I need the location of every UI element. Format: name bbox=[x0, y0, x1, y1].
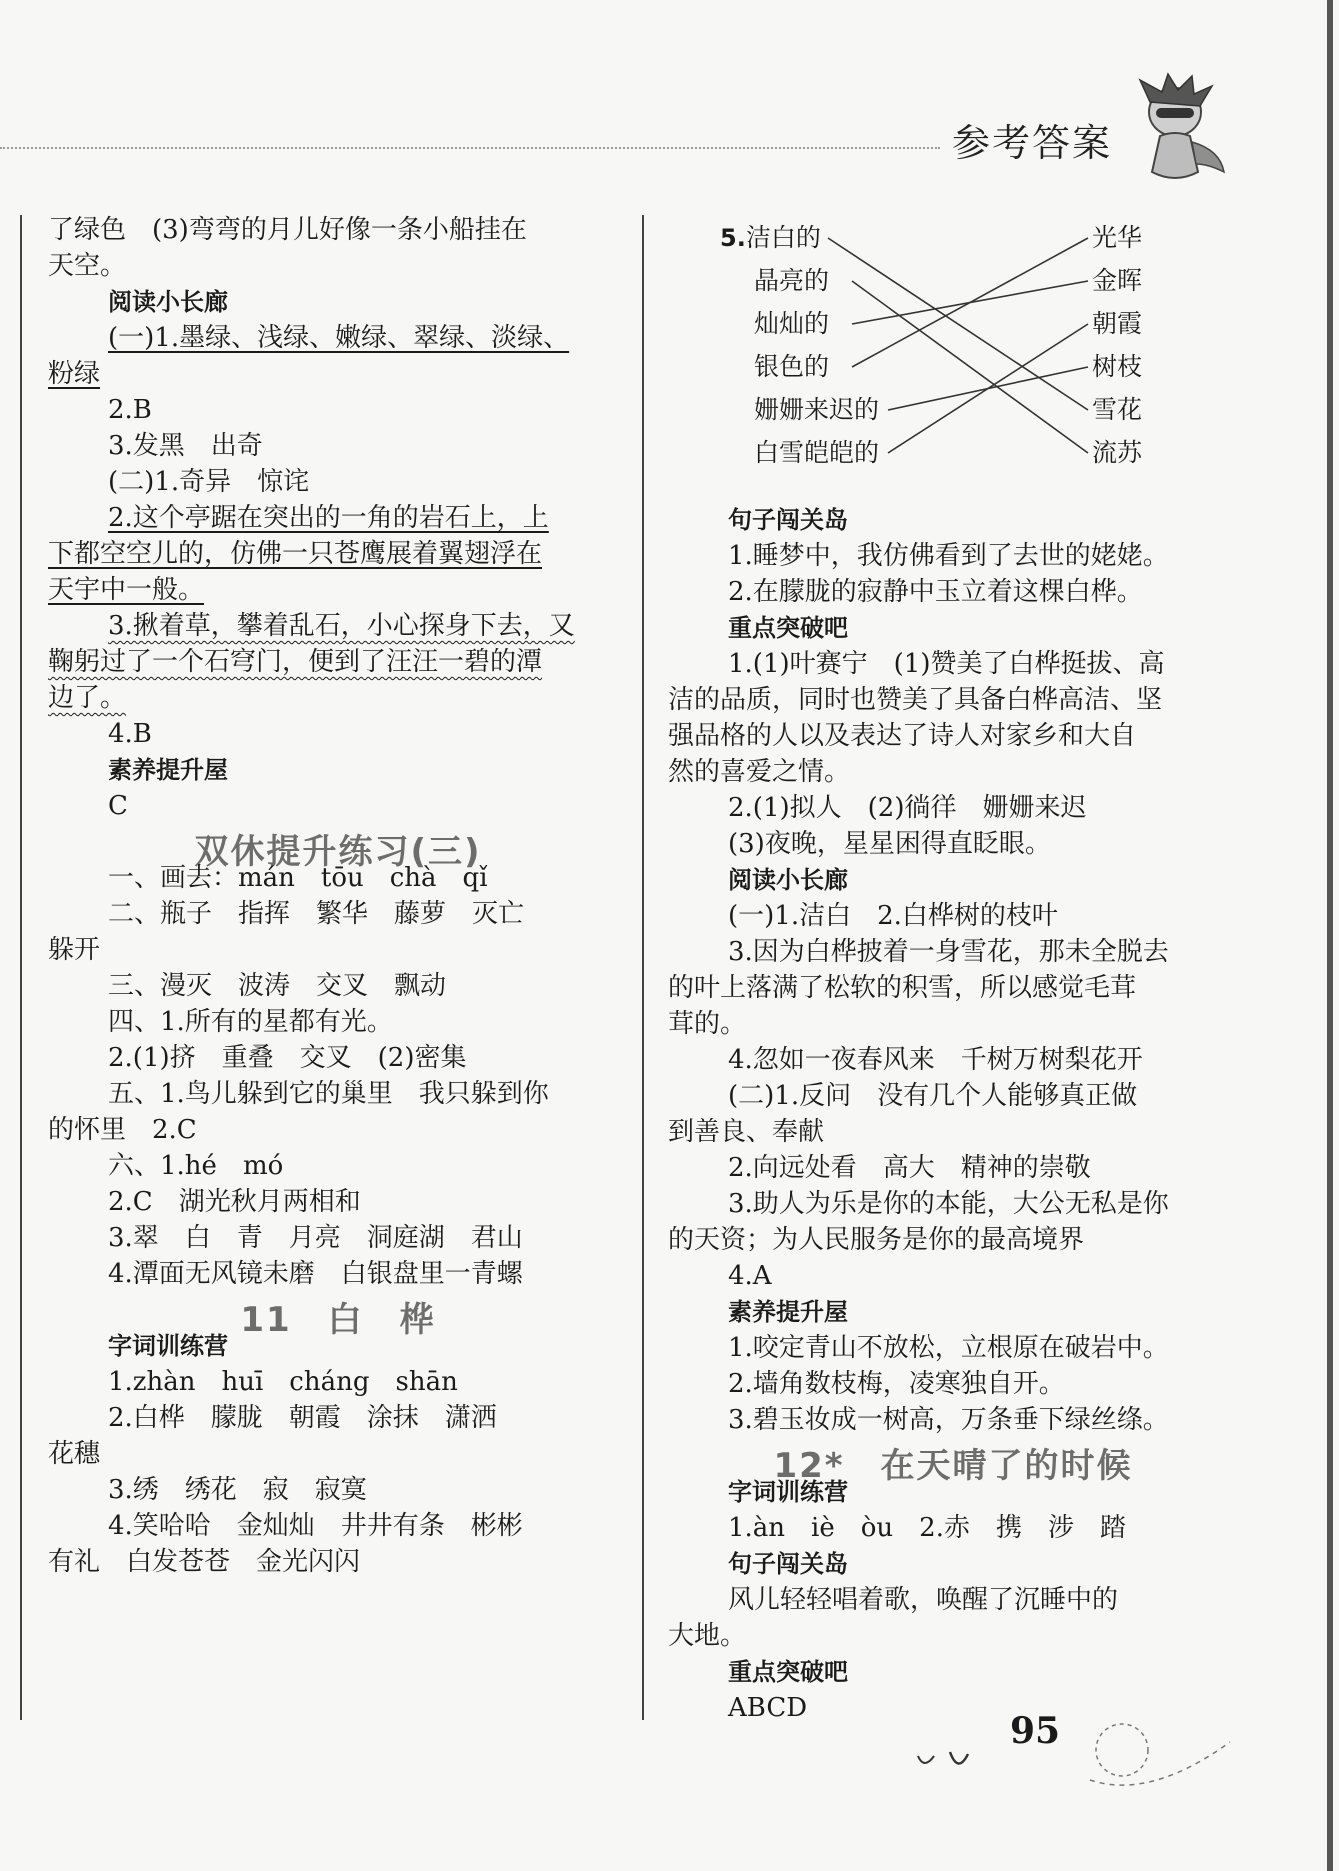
answer-line: 3.绣 绣花 寂 寂寞 bbox=[108, 1475, 367, 1505]
answer-line: 然的喜爱之情。 bbox=[668, 757, 851, 787]
answer-line: (二)1.反问 没有几个人能够真正做 bbox=[728, 1081, 1138, 1111]
answer-line: 的天资；为人民服务是你的最高境界 bbox=[668, 1225, 1085, 1255]
answer-line: 4.A bbox=[728, 1261, 772, 1291]
answer-line: 2.向远处看 高大 精神的崇敬 bbox=[728, 1153, 1091, 1183]
answer-line: 2.这个亭踞在突出的一角的岩石上，上 bbox=[108, 503, 549, 533]
answer-line: 了绿色 (3)弯弯的月儿好像一条小船挂在 bbox=[48, 215, 527, 245]
answer-line: 躲开 bbox=[48, 935, 101, 965]
subsection-label: 阅读小长廊 bbox=[108, 288, 228, 316]
answer-line: 2.B bbox=[108, 395, 152, 425]
match-right-item: 树枝 bbox=[1092, 352, 1143, 381]
section-heading: 12* 在天晴了的时候 bbox=[773, 1446, 1133, 1486]
answer-line: 天空。 bbox=[48, 251, 127, 281]
section-heading: 11 白 桦 bbox=[240, 1300, 436, 1340]
left-margin-rule bbox=[20, 215, 22, 1720]
answer-line: 的叶上落满了松软的积雪，所以感觉毛茸 bbox=[668, 973, 1137, 1003]
answer-line: 六、1.hé mó bbox=[108, 1151, 284, 1181]
answer-line: 3.发黑 出奇 bbox=[108, 431, 263, 461]
answer-line: 1.睡梦中，我仿佛看到了去世的姥姥。 bbox=[728, 541, 1169, 571]
answer-line: 风儿轻轻唱着歌，唤醒了沉睡中的 bbox=[728, 1585, 1119, 1615]
answer-line: 有礼 白发苍苍 金光闪闪 bbox=[48, 1547, 361, 1577]
answer-line: (3)夜晚，星星困得直眨眼。 bbox=[728, 829, 1051, 859]
right-column bbox=[668, 502, 1238, 1726]
page-number-decoration bbox=[910, 1690, 1240, 1800]
answer-line: 4.忽如一夜春风来 千树万树梨花开 bbox=[728, 1045, 1143, 1075]
answer-line: 4.潭面无风镜未磨 白银盘里一青螺 bbox=[108, 1259, 523, 1289]
page-edge bbox=[1327, 0, 1333, 1871]
answer-line: 3.因为白桦披着一身雪花，那未全脱去 bbox=[728, 937, 1169, 967]
match-left-text: 姗姗来迟的 bbox=[754, 395, 880, 424]
answer-line: 3.碧玉妆成一树高，万条垂下绿丝绦。 bbox=[728, 1405, 1169, 1435]
answer-line: 1.咬定青山不放松，立根原在破岩中。 bbox=[728, 1333, 1169, 1363]
answer-line: 2.白桦 朦胧 朝霞 涂抹 潇洒 bbox=[108, 1403, 497, 1433]
answer-line: 强品格的人以及表达了诗人对家乡和大自 bbox=[668, 721, 1137, 751]
subsection-label: 句子闯关岛 bbox=[728, 1550, 848, 1578]
subsection-label: 字词训练营 bbox=[108, 1332, 228, 1360]
answer-line: 3.助人为乐是你的本能，大公无私是你 bbox=[728, 1189, 1169, 1219]
subsection-label: 重点突破吧 bbox=[728, 1658, 848, 1686]
answer-line: 五、1.鸟儿躲到它的巢里 我只躲到你 bbox=[108, 1079, 549, 1109]
subsection-label: 素养提升屋 bbox=[728, 1298, 848, 1326]
answer-line: 边了。 bbox=[48, 683, 127, 713]
subsection-label: 重点突破吧 bbox=[728, 614, 848, 642]
answer-line: 鞠躬过了一个石穹门，便到了汪汪一碧的潭 bbox=[48, 647, 543, 677]
match-right-item: 雪花 bbox=[1092, 395, 1143, 424]
match-connector bbox=[852, 281, 1088, 453]
answer-line: 2.(1)拟人 (2)徜徉 姗姗来迟 bbox=[728, 793, 1087, 823]
match-right-item: 光华 bbox=[1092, 223, 1143, 252]
match-left-item bbox=[754, 433, 879, 469]
match-left-item bbox=[754, 304, 829, 340]
match-left-item bbox=[754, 261, 829, 297]
answer-line: 四、1.所有的星都有光。 bbox=[108, 1007, 393, 1037]
match-left-item bbox=[754, 390, 879, 426]
answer-line: 茸的。 bbox=[668, 1009, 747, 1039]
match-left-text: 银色的 bbox=[754, 352, 830, 381]
match-left-text: 灿灿的 bbox=[754, 309, 830, 338]
answer-line: 1.zhàn huī cháng shān bbox=[108, 1367, 458, 1397]
answer-line: 1.àn iè òu 2.赤 携 涉 踏 bbox=[728, 1513, 1126, 1543]
answer-line: 天宇中一般。 bbox=[48, 575, 205, 605]
header-rule bbox=[0, 147, 940, 149]
answer-line: 2.C 湖光秋月两相和 bbox=[108, 1187, 361, 1217]
answer-line: 到善良、奉献 bbox=[668, 1117, 825, 1147]
answer-line: 大地。 bbox=[668, 1621, 747, 1651]
answer-line: 2.在朦胧的寂静中玉立着这棵白桦。 bbox=[728, 577, 1143, 607]
answer-line: 粉绿 bbox=[48, 359, 101, 389]
match-left-text: 洁白的 bbox=[745, 223, 821, 252]
subsection-label: 素养提升屋 bbox=[108, 756, 228, 784]
answer-line: (一)1.洁白 2.白桦树的枝叶 bbox=[728, 901, 1058, 931]
answer-line: 3.揪着草，攀着乱石，小心探身下去，又 bbox=[108, 611, 575, 641]
answer-line: 2.墙角数枝梅，凌寒独自开。 bbox=[728, 1369, 1065, 1399]
answer-line: (一)1.墨绿、浅绿、嫩绿、翠绿、淡绿、 bbox=[108, 323, 570, 353]
match-left-text: 白雪皑皑的 bbox=[754, 438, 880, 467]
matching-exercise bbox=[720, 210, 1180, 510]
match-right-item: 朝霞 bbox=[1092, 309, 1143, 338]
match-left-text: 晶亮的 bbox=[754, 266, 830, 295]
page-number: 95 bbox=[1010, 1710, 1061, 1752]
column-divider bbox=[642, 215, 644, 1720]
match-number: 5. bbox=[720, 224, 746, 252]
answer-line: 三、漫灭 波涛 交叉 飘动 bbox=[108, 971, 447, 1001]
mascot-icon bbox=[1120, 72, 1230, 192]
answer-line: 4.笑哈哈 金灿灿 井井有条 彬彬 bbox=[108, 1511, 523, 1541]
answer-line: 下都空空儿的，仿佛一只苍鹰展着翼翅浮在 bbox=[48, 539, 543, 569]
answer-line: 4.B bbox=[108, 719, 152, 749]
match-right-item: 金晖 bbox=[1092, 266, 1143, 295]
header-title: 参考答案 bbox=[952, 121, 1113, 165]
answer-line: 洁的品质，同时也赞美了具备白桦高洁、坚 bbox=[668, 685, 1163, 715]
answer-line: ABCD bbox=[728, 1693, 808, 1723]
match-connector bbox=[828, 238, 1088, 410]
answer-line: 3.翠 白 青 月亮 洞庭湖 君山 bbox=[108, 1223, 523, 1253]
match-left-item bbox=[720, 218, 821, 254]
match-left-item bbox=[754, 347, 829, 383]
answer-line: 的怀里 2.C bbox=[48, 1115, 197, 1145]
subsection-label: 阅读小长廊 bbox=[728, 866, 848, 894]
subsection-label: 字词训练营 bbox=[728, 1478, 848, 1506]
left-column bbox=[48, 212, 628, 1580]
match-right-item: 流苏 bbox=[1092, 438, 1143, 467]
answer-line: 2.(1)挤 重叠 交叉 (2)密集 bbox=[108, 1043, 467, 1073]
section-heading: 双休提升练习(三) bbox=[194, 832, 482, 872]
answer-line: C bbox=[108, 791, 128, 821]
answer-line: 花穗 bbox=[48, 1439, 101, 1469]
answer-line: 1.(1)叶赛宁 (1)赞美了白桦挺拔、高 bbox=[728, 649, 1165, 679]
answer-line: (二)1.奇异 惊诧 bbox=[108, 467, 310, 497]
subsection-label: 句子闯关岛 bbox=[728, 506, 848, 534]
answer-line: 二、瓶子 指挥 繁华 藤萝 灭亡 bbox=[108, 899, 525, 929]
answer-line: 一、画去：mán tōu chà qǐ bbox=[108, 863, 488, 893]
